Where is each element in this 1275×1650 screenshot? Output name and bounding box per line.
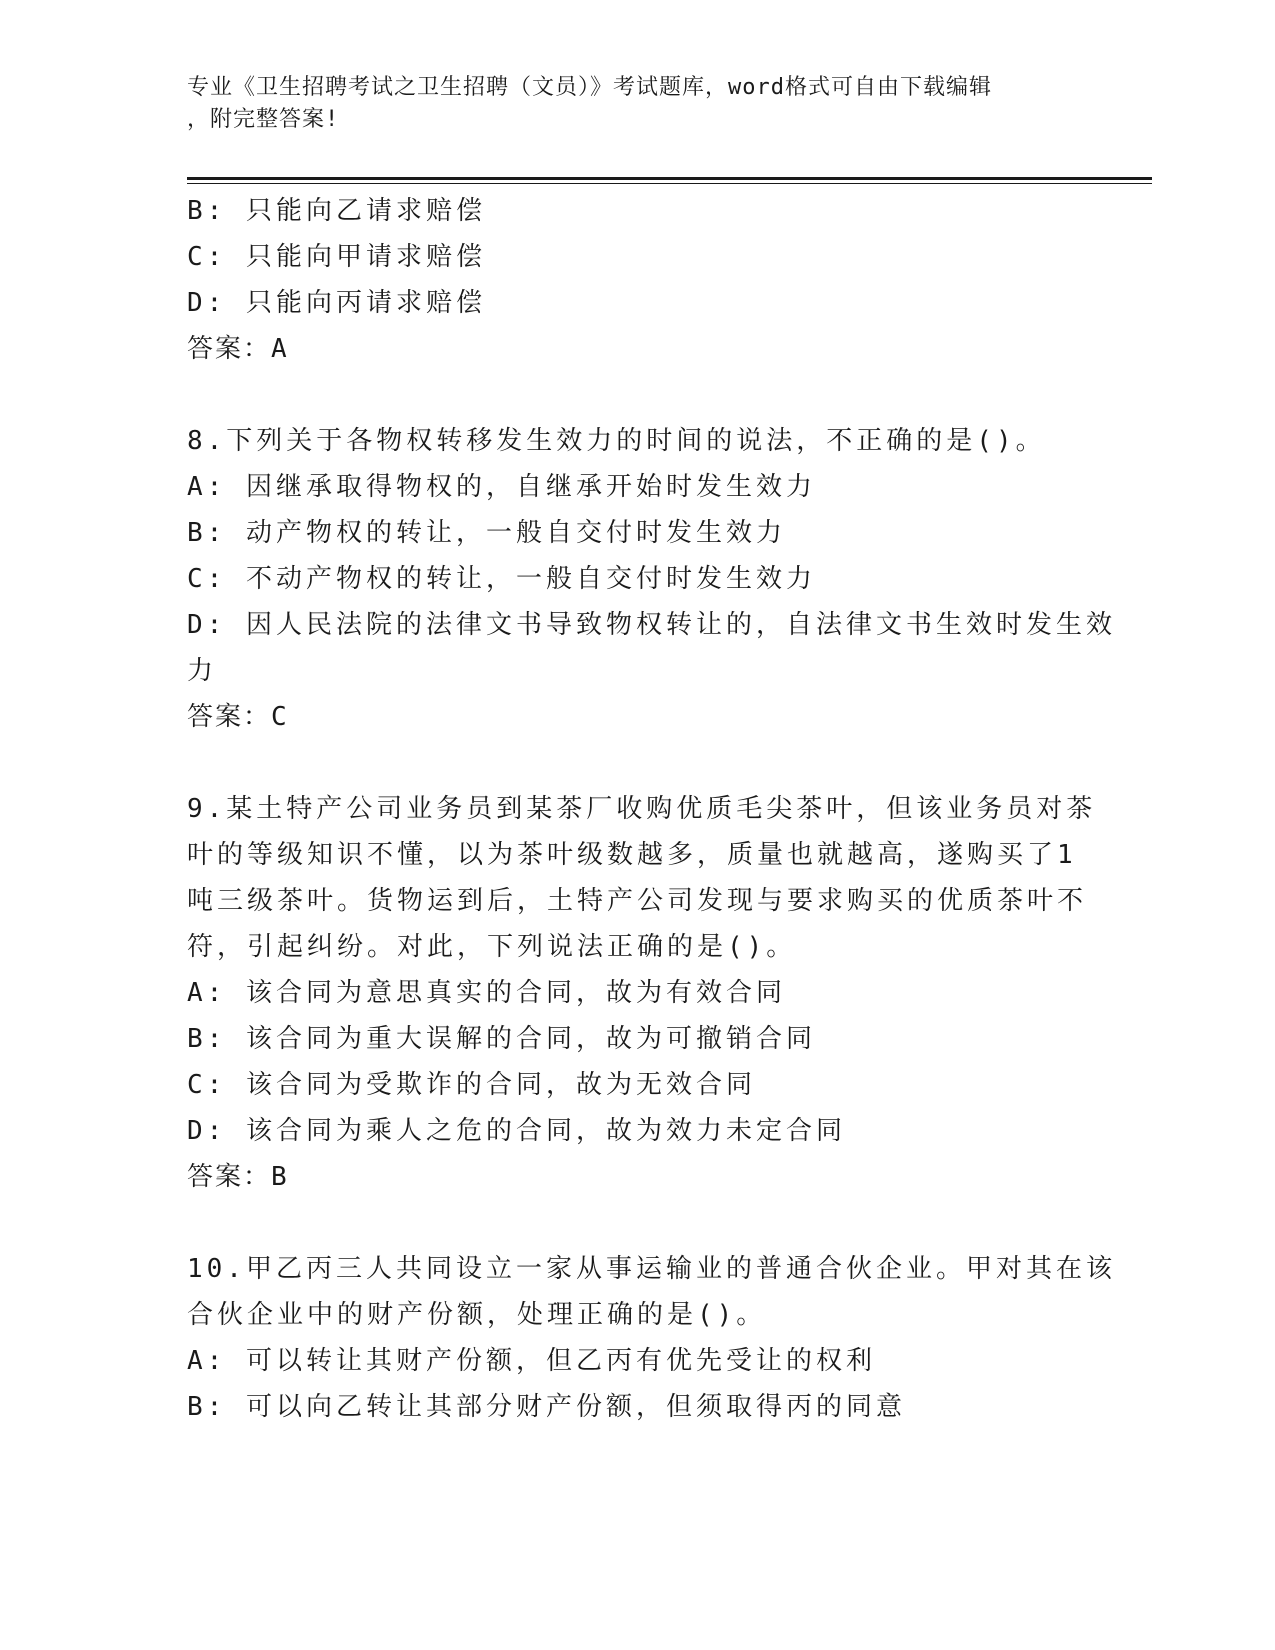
question-stem: 10.甲乙丙三人共同设立一家从事运输业的普通合伙企业。甲对其在该 bbox=[187, 1254, 1116, 1284]
option-d: D: 该合同为乘人之危的合同，故为效力未定合同 bbox=[187, 1116, 846, 1146]
header-line-1: 专业《卫生招聘考试之卫生招聘（文员）》考试题库，word格式可自由下载编辑 bbox=[187, 75, 992, 100]
question-spacer bbox=[187, 372, 1067, 418]
question-9 bbox=[187, 786, 1097, 1200]
option-b: B: 只能向乙请求赔偿 bbox=[187, 196, 486, 226]
question-stem-continued: 符，引起纠纷。对此，下列说法正确的是()。 bbox=[187, 932, 797, 962]
header-divider-thin bbox=[187, 183, 1152, 184]
answer-line: 答案：C bbox=[187, 702, 289, 732]
question-stem-continued: 吨三级茶叶。货物运到后，土特产公司发现与要求购买的优质茶叶不 bbox=[187, 886, 1088, 916]
option-c: C: 该合同为受欺诈的合同，故为无效合同 bbox=[187, 1070, 756, 1100]
option-a: A: 该合同为意思真实的合同，故为有效合同 bbox=[187, 978, 786, 1008]
option-b: B: 动产物权的转让，一般自交付时发生效力 bbox=[187, 518, 786, 548]
document-header bbox=[187, 72, 1067, 136]
answer-line: 答案：B bbox=[187, 1162, 289, 1192]
option-b: B: 可以向乙转让其部分财产份额，但须取得丙的同意 bbox=[187, 1392, 906, 1422]
option-c: C: 不动产物权的转让，一般自交付时发生效力 bbox=[187, 564, 816, 594]
question-spacer bbox=[187, 1200, 1067, 1246]
question-8 bbox=[187, 418, 1116, 740]
question-10 bbox=[187, 1246, 1116, 1430]
option-d-continued: 力 bbox=[187, 656, 218, 686]
header-divider-thick bbox=[187, 177, 1152, 180]
option-c: C: 只能向甲请求赔偿 bbox=[187, 242, 486, 272]
option-b: B: 该合同为重大误解的合同，故为可撤销合同 bbox=[187, 1024, 816, 1054]
option-d: D: 只能向丙请求赔偿 bbox=[187, 288, 486, 318]
question-stem: 8.下列关于各物权转移发生效力的时间的说法，不正确的是()。 bbox=[187, 426, 1046, 456]
question-stem-continued: 合伙企业中的财产份额，处理正确的是()。 bbox=[187, 1300, 767, 1330]
option-a: A: 可以转让其财产份额，但乙丙有优先受让的权利 bbox=[187, 1346, 876, 1376]
question-spacer bbox=[187, 740, 1067, 786]
question-list bbox=[187, 188, 1116, 1430]
question-stem-continued: 叶的等级知识不懂，以为茶叶级数越多，质量也就越高，遂购买了1 bbox=[187, 840, 1077, 870]
option-a: A: 因继承取得物权的，自继承开始时发生效力 bbox=[187, 472, 816, 502]
answer-line: 答案：A bbox=[187, 334, 289, 364]
question-7-tail bbox=[187, 188, 1067, 372]
option-d: D: 因人民法院的法律文书导致物权转让的，自法律文书生效时发生效 bbox=[187, 610, 1116, 640]
question-stem: 9.某土特产公司业务员到某茶厂收购优质毛尖茶叶，但该业务员对茶 bbox=[187, 794, 1097, 824]
header-line-2: ，附完整答案! bbox=[187, 107, 340, 132]
